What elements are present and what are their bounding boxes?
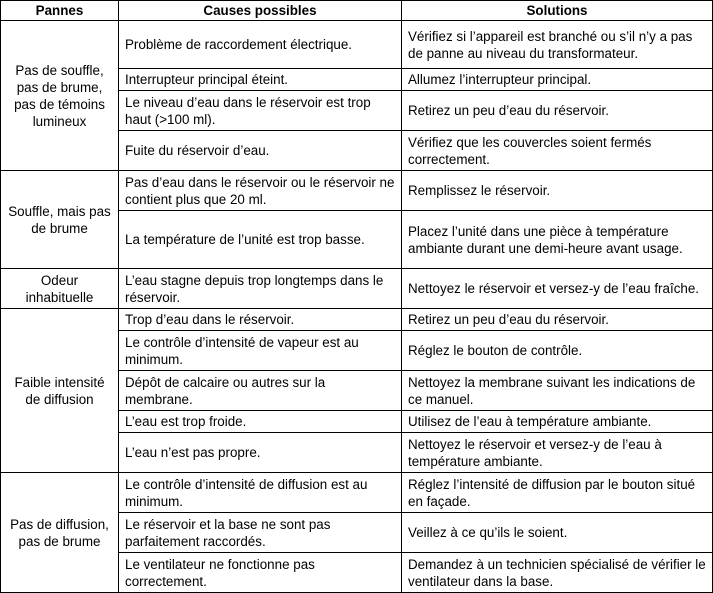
header-solutions: Solutions	[402, 1, 713, 21]
cause-cell: Dépôt de calcaire ou autres sur la membrane.	[119, 371, 402, 411]
solution-cell: Nettoyez le réservoir et versez-y de l’eau fraîche.	[402, 269, 713, 309]
cause-cell: L’eau est trop froide.	[119, 411, 402, 433]
cause-cell: Pas d’eau dans le réservoir ou le réservoir ne contient plus que 20 ml.	[119, 171, 402, 211]
solution-cell: Placez l’unité dans une pièce à température ambiante durant une demi-heure avant usage.	[402, 211, 713, 269]
cause-cell: Trop d’eau dans le réservoir.	[119, 309, 402, 331]
solution-cell: Retirez un peu d’eau du réservoir.	[402, 91, 713, 131]
cause-cell: Le réservoir et la base ne sont pas parfaitement raccordés.	[119, 513, 402, 553]
solution-cell: Réglez l’intensité de diffusion par le bouton situé en façade.	[402, 473, 713, 513]
cause-cell: Le contrôle d’intensité de diffusion est au minimum.	[119, 473, 402, 513]
solution-cell: Remplissez le réservoir.	[402, 171, 713, 211]
table-row	[1, 171, 713, 211]
solution-cell: Vérifiez si l’appareil est branché ou s’il n’y a pas de panne au niveau du transformateur.	[402, 21, 713, 69]
solution-cell: Réglez le bouton de contrôle.	[402, 331, 713, 371]
cause-cell: Le niveau d’eau dans le réservoir est trop haut (>100 ml).	[119, 91, 402, 131]
table-row	[1, 309, 713, 331]
cause-cell: L’eau n’est pas propre.	[119, 433, 402, 473]
header-row	[1, 1, 713, 21]
solution-cell: Veillez à ce qu’ils le soient.	[402, 513, 713, 553]
panne-cell: Pas de souffle, pas de brume, pas de témoins lumineux	[1, 21, 119, 171]
table-row	[1, 269, 713, 309]
cause-cell: Interrupteur principal éteint.	[119, 69, 402, 91]
panne-cell: Pas de diffusion, pas de brume	[1, 473, 119, 593]
solution-cell: Nettoyez le réservoir et versez-y de l’eau à température ambiante.	[402, 433, 713, 473]
panne-cell: Odeur inhabituelle	[1, 269, 119, 309]
table-row	[1, 473, 713, 513]
cause-cell: Le ventilateur ne fonctionne pas correctement.	[119, 553, 402, 593]
header-pannes: Pannes	[1, 1, 119, 21]
cause-cell: Le contrôle d’intensité de vapeur est au minimum.	[119, 331, 402, 371]
cause-cell: Problème de raccordement électrique.	[119, 21, 402, 69]
table-row	[1, 21, 713, 69]
solution-cell: Vérifiez que les couvercles soient fermés correctement.	[402, 131, 713, 171]
solution-cell: Allumez l’interrupteur principal.	[402, 69, 713, 91]
solution-cell: Utilisez de l’eau à température ambiante.	[402, 411, 713, 433]
solution-cell: Nettoyez la membrane suivant les indications de ce manuel.	[402, 371, 713, 411]
panne-cell: Faible intensité de diffusion	[1, 309, 119, 473]
header-causes: Causes possibles	[119, 1, 402, 21]
solution-cell: Retirez un peu d’eau du réservoir.	[402, 309, 713, 331]
panne-cell: Souffle, mais pas de brume	[1, 171, 119, 269]
solution-cell: Demandez à un technicien spécialisé de vérifier le ventilateur dans la base.	[402, 553, 713, 593]
cause-cell: Fuite du réservoir d’eau.	[119, 131, 402, 171]
cause-cell: L’eau stagne depuis trop longtemps dans le réservoir.	[119, 269, 402, 309]
cause-cell: La température de l’unité est trop basse.	[119, 211, 402, 269]
